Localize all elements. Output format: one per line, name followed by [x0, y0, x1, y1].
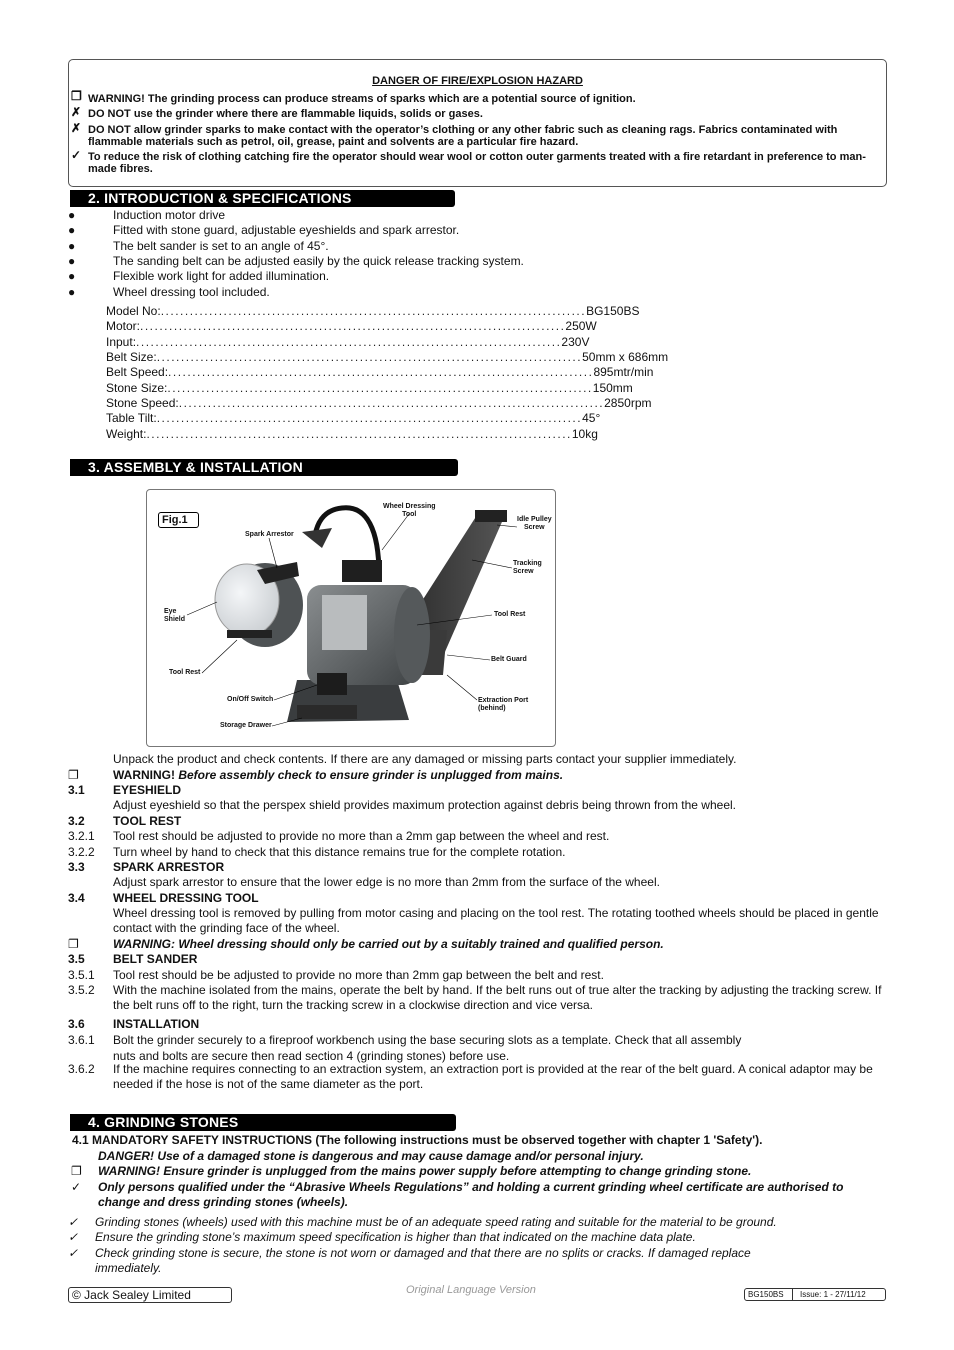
section-3-heading [70, 459, 458, 476]
bullet-icon: ● [68, 208, 76, 222]
cross-icon: ✗ [71, 105, 82, 119]
clause-text: Tool rest should be be adjusted to provide no more than 2mm gap between the belt and rest. [113, 968, 604, 982]
bullet-text: Wheel dressing tool included. [113, 285, 270, 299]
warning-text: WARNING! Ensure grinder is unplugged from the mains power supply before attempting to change grinding stone. [98, 1164, 752, 1178]
label-storage-drawer: Storage Drawer [220, 722, 272, 729]
footer-model-issue [744, 1288, 886, 1301]
check-icon: ✓ [68, 1246, 79, 1260]
spec-label: Input: [106, 335, 137, 349]
company-name: © Jack Sealey Limited [72, 1288, 191, 1302]
check-item-text: Check grinding stone is secure, the stone is not worn or damaged and that there are no splits or cracks. If damaged replace immediately. [95, 1246, 751, 1275]
clause-number: 3.2.1 [68, 829, 95, 843]
bullet-icon: ● [68, 223, 76, 237]
spec-value: 895mtr/min [593, 365, 654, 379]
qualified-text: Only persons qualified under the “Abrasive Wheels Regulations” and holding a current grinding wheel certificate are authorised to change and dress grinding stones (wheels). [98, 1180, 844, 1209]
bullet-text: Flexible work light for added illumination. [113, 269, 330, 283]
clause-text: If the machine requires connecting to an extraction system, an extraction port is provided at the rear of the belt guard. A conical adaptor may be needed if the hose is not of the same diameter as the port. [113, 1062, 873, 1091]
clause-number: 3.1 [68, 783, 85, 797]
checkbox-icon: ❐ [71, 1164, 82, 1178]
checkbox-icon: ❐ [71, 89, 82, 103]
clause-number: 3.2.2 [68, 845, 95, 859]
spec-row: Model No: ........................................................................................ BG150BS [106, 304, 640, 318]
clause-number: 3.2 [68, 814, 85, 828]
label-tracking-screw: Tracking Screw [513, 560, 542, 575]
label-eye-shield: Eye Shield [164, 608, 186, 623]
checkbox-icon: ❐ [68, 937, 79, 951]
spec-row: Table Tilt: ........................................................................................ 45° [106, 411, 601, 425]
spec-label: Model No: [106, 304, 161, 318]
spec-value: 150mm [592, 381, 633, 395]
spec-label: Belt Speed: [106, 365, 169, 379]
fire-hazard-warning-box [68, 59, 887, 187]
spec-value: BG150BS [586, 304, 640, 318]
issue-date: Issue: 1 - 27/11/12 [800, 1290, 866, 1299]
clause-text: nuts and bolts are secure then read section 4 (grinding stones) before use. [113, 1049, 510, 1063]
clause-number: 3.6.2 [68, 1062, 95, 1076]
label-spark-arrestor: Spark Arrestor [245, 531, 294, 538]
spec-row: Input: ........................................................................................ 230V [106, 335, 590, 349]
check-item-text: Ensure the grinding stone’s maximum speed specification is higher than that indicated on the machine data plate. [95, 1230, 696, 1244]
bullet-text: Fitted with stone guard, adjustable eyeshields and spark arrestor. [113, 223, 460, 237]
spec-value: 2850rpm [604, 396, 652, 410]
bullet-icon: ● [68, 285, 76, 299]
check-icon: ✓ [68, 1230, 79, 1244]
clause-number: 3.5.2 [68, 983, 95, 997]
footer-language-note: Original Language Version [406, 1284, 536, 1296]
spec-label: Stone Speed: [106, 396, 179, 410]
section-2-heading [70, 190, 455, 207]
bullet-icon: ● [68, 254, 76, 268]
spec-label: Table Tilt: [106, 411, 157, 425]
clause-title: BELT SANDER [113, 952, 198, 966]
label-tool-rest-wheel: Tool Rest [169, 669, 201, 676]
label-on-off-switch: On/Off Switch [227, 696, 274, 703]
bullet-icon: ● [68, 239, 76, 253]
clause-number: 3.5.1 [68, 968, 95, 982]
spec-row: Belt Size: ........................................................................................ 50mm x 686mm [106, 350, 669, 364]
warning-text: Before assembly check to ensure grinder is unplugged from mains. [175, 768, 564, 782]
clause-number: 3.5 [68, 952, 85, 966]
bullet-text: Induction motor drive [113, 208, 226, 222]
clause-number: 3.6 [68, 1017, 85, 1031]
clause-number: 3.6.1 [68, 1033, 95, 1047]
check-item-text: Grinding stones (wheels) used with this machine must be of an adequate speed rating and suitable for the material to be ground. [95, 1215, 777, 1229]
clause-title: INSTALLATION [113, 1017, 200, 1031]
checkbox-icon: ❐ [68, 768, 79, 782]
spec-row: Stone Size: ........................................................................................ 150mm [106, 381, 633, 395]
spec-value: 250W [565, 319, 597, 333]
clause-text: With the machine isolated from the mains, operate the belt by hand. If the belt runs out of true alter the tracking by adjusting the tracking screw. If the belt runs off to the right, turn the tracking screw in a clockwise direction and vice versa. [113, 983, 882, 1012]
section-4-heading [70, 1114, 456, 1131]
section-4-title: 4. GRINDING STONES [88, 1114, 239, 1130]
clause-text: Adjust spark arrestor to ensure that the lower edge is no more than 2mm from the surface of the wheel. [113, 875, 660, 889]
clause-number: 3.3 [68, 860, 85, 874]
clause-text: Tool rest should be adjusted to provide no more than a 2mm gap between the wheel and rest. [113, 829, 610, 843]
bullet-icon: ● [68, 269, 76, 283]
clause-text: Turn wheel by hand to check that this distance remains true for the complete rotation. [113, 845, 566, 859]
spec-row: Weight: ........................................................................................ 10kg [106, 427, 598, 441]
warning-box-title: DANGER OF FIRE/EXPLOSION HAZARD [372, 75, 583, 87]
label-belt-guard: Belt Guard [491, 656, 527, 663]
check-icon: ✓ [71, 1180, 82, 1194]
footer-company [68, 1287, 232, 1303]
cross-icon: ✗ [71, 121, 82, 135]
clause-number: 3.4 [68, 891, 85, 905]
danger-text: DANGER! Use of a damaged stone is dangerous and may cause damage and/or personal injury. [98, 1149, 644, 1163]
bullet-text: The belt sander is set to an angle of 45°. [113, 239, 329, 253]
spec-value: 45° [582, 411, 601, 425]
warning-label: WARNING! [113, 768, 175, 782]
spec-value: 10kg [571, 427, 598, 441]
clause-title: TOOL REST [113, 814, 182, 828]
assembly-intro-text: Unpack the product and check contents. If there are any damaged or missing parts contact your supplier immediately. [113, 752, 737, 766]
warning-text: WARNING: Wheel dressing should only be carried out by a suitably trained and qualified person. [113, 937, 664, 951]
spec-label: Weight: [106, 427, 147, 441]
warning-line-text: DO NOT allow grinder sparks to make contact with the operator’s clothing or any other fabric such as cleaning rags. Fabrics contaminated with flammable materials such as petrol, oil, grease, paint and solvents are a particular fire hazard. [88, 124, 838, 148]
figure-1-bench-grinder [146, 489, 556, 747]
spec-label: Belt Size: [106, 350, 157, 364]
label-extraction-port: Extraction Port (behind) [478, 697, 529, 712]
spec-row: Belt Speed: ........................................................................................ 895mtr/min [106, 365, 654, 379]
spec-label: Motor: [106, 319, 141, 333]
clause-title: WHEEL DRESSING TOOL [113, 891, 259, 905]
check-icon: ✓ [68, 1215, 79, 1229]
clause-title: SPARK ARRESTOR [113, 860, 225, 874]
label-wheel-dressing-tool: Wheel Dressing Tool [383, 503, 436, 518]
warning-line-text: To reduce the risk of clothing catching fire the operator should wear wool or cotton outer garments treated with a fire retardant in preference to man-made fibres. [88, 151, 866, 175]
spec-value: 230V [561, 335, 590, 349]
section-3-title: 3. ASSEMBLY & INSTALLATION [88, 459, 303, 475]
clause-text: Wheel dressing tool is removed by pulling from motor casing and placing on the tool rest. The rotating toothed wheels should be placed in gentle contact with the grinding face of the wheel. [113, 906, 879, 935]
warning-line-text: DO NOT use the grinder where there are flammable liquids, solids or gases. [88, 108, 483, 120]
figure-tag: Fig.1 [158, 512, 199, 528]
check-icon: ✓ [71, 148, 82, 162]
label-tool-rest-belt: Tool Rest [494, 611, 526, 618]
spec-row: Stone Speed: ........................................................................................ 2850rpm [106, 396, 652, 410]
clause-title: EYESHIELD [113, 783, 182, 797]
spec-label: Stone Size: [106, 381, 168, 395]
spec-value: 50mm x 686mm [582, 350, 669, 364]
clause-text: Adjust eyeshield so that the perspex shield provides maximum protection against debris being thrown from the wheel. [113, 798, 736, 812]
warning-line-text: WARNING! The grinding process can produce streams of sparks which are a potential source of ignition. [88, 93, 636, 105]
spec-row: Motor: ........................................................................................ 250W [106, 319, 597, 333]
label-idle-pulley-screw: Idle Pulley Screw [517, 516, 552, 531]
section-2-title: 2. INTRODUCTION & SPECIFICATIONS [88, 190, 352, 206]
clause-title: 4.1 MANDATORY SAFETY INSTRUCTIONS (The following instructions must be observed together with chapter 1 'Safety'). [72, 1133, 763, 1147]
bullet-text: The sanding belt can be adjusted easily by the quick release tracking system. [113, 254, 524, 268]
clause-4-1-heading [72, 1133, 762, 1148]
clause-text: Bolt the grinder securely to a fireproof workbench using the base securing slots as a template. Check that all assembly [113, 1033, 742, 1047]
model-code: BG150BS [748, 1290, 784, 1299]
